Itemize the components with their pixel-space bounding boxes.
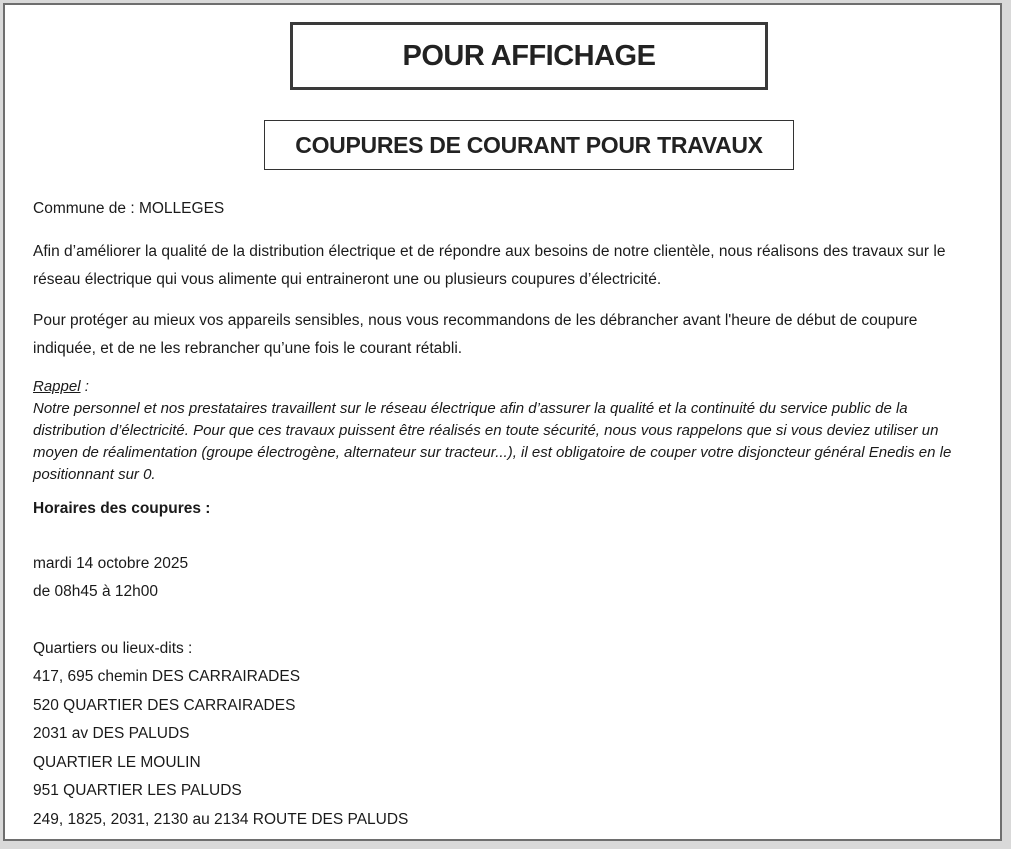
page-title: POUR AFFICHAGE [290,22,768,90]
outage-date: mardi 14 octobre 2025 [33,555,189,572]
list-item: 520 QUARTIER DES CARRAIRADES [33,696,296,714]
horaires-heading: Horaires des coupures : [33,500,211,517]
page-subtitle: COUPURES DE COURANT POUR TRAVAUX [264,120,794,170]
rappel-text: Notre personnel et nos prestataires travaillent sur le réseau électrique afin d’assurer la qualité et la continuité du service public de la distribution d’électricité. Pour que ces travaux puissent être réalisés en toute sécurité, nous vous rappelons que si vous deviez utiliser un moyen de réalimentation (groupe électrogène, alternateur sur tracteur...), il est obligatoire de couper votre disjoncteur général Enedis en le positionnant sur 0. [33,400,952,483]
intro-paragraph: Afin d’améliorer la qualité de la distribution électrique et de répondre aux besoins de notre clientèle, nous réalisons des travaux sur le réseau électrique qui vous alimente qui entraineront une ou plusieurs coupures d’électricité. [33,243,946,288]
outage-time: de 08h45 à 12h00 [33,583,158,600]
list-item: 951 QUARTIER LES PALUDS [33,782,242,799]
rappel-section [33,376,983,486]
notice-sheet [3,3,1002,841]
list-item: 417, 695 chemin DES CARRAIRADES [33,668,301,685]
quartiers-list [33,663,408,834]
quartiers-heading: Quartiers ou lieux-dits : [33,640,193,657]
advice-paragraph: Pour protéger au mieux vos appareils sensibles, nous vous recommandons de les débrancher avant l'heure de début de coupure indiquée, et de ne les rebrancher qu’une fois le courant rétabli. [33,312,918,357]
commune-line: Commune de : MOLLEGES [33,200,225,217]
rappel-heading [33,376,983,398]
list-item: 2031 av DES PALUDS [33,725,190,742]
list-item: QUARTIER LE MOULIN [33,753,201,771]
list-item: 249, 1825, 2031, 2130 au 2134 ROUTE DES PALUDS [33,810,409,828]
rappel-label: Rappel [33,378,81,395]
rappel-colon: : [80,378,89,395]
